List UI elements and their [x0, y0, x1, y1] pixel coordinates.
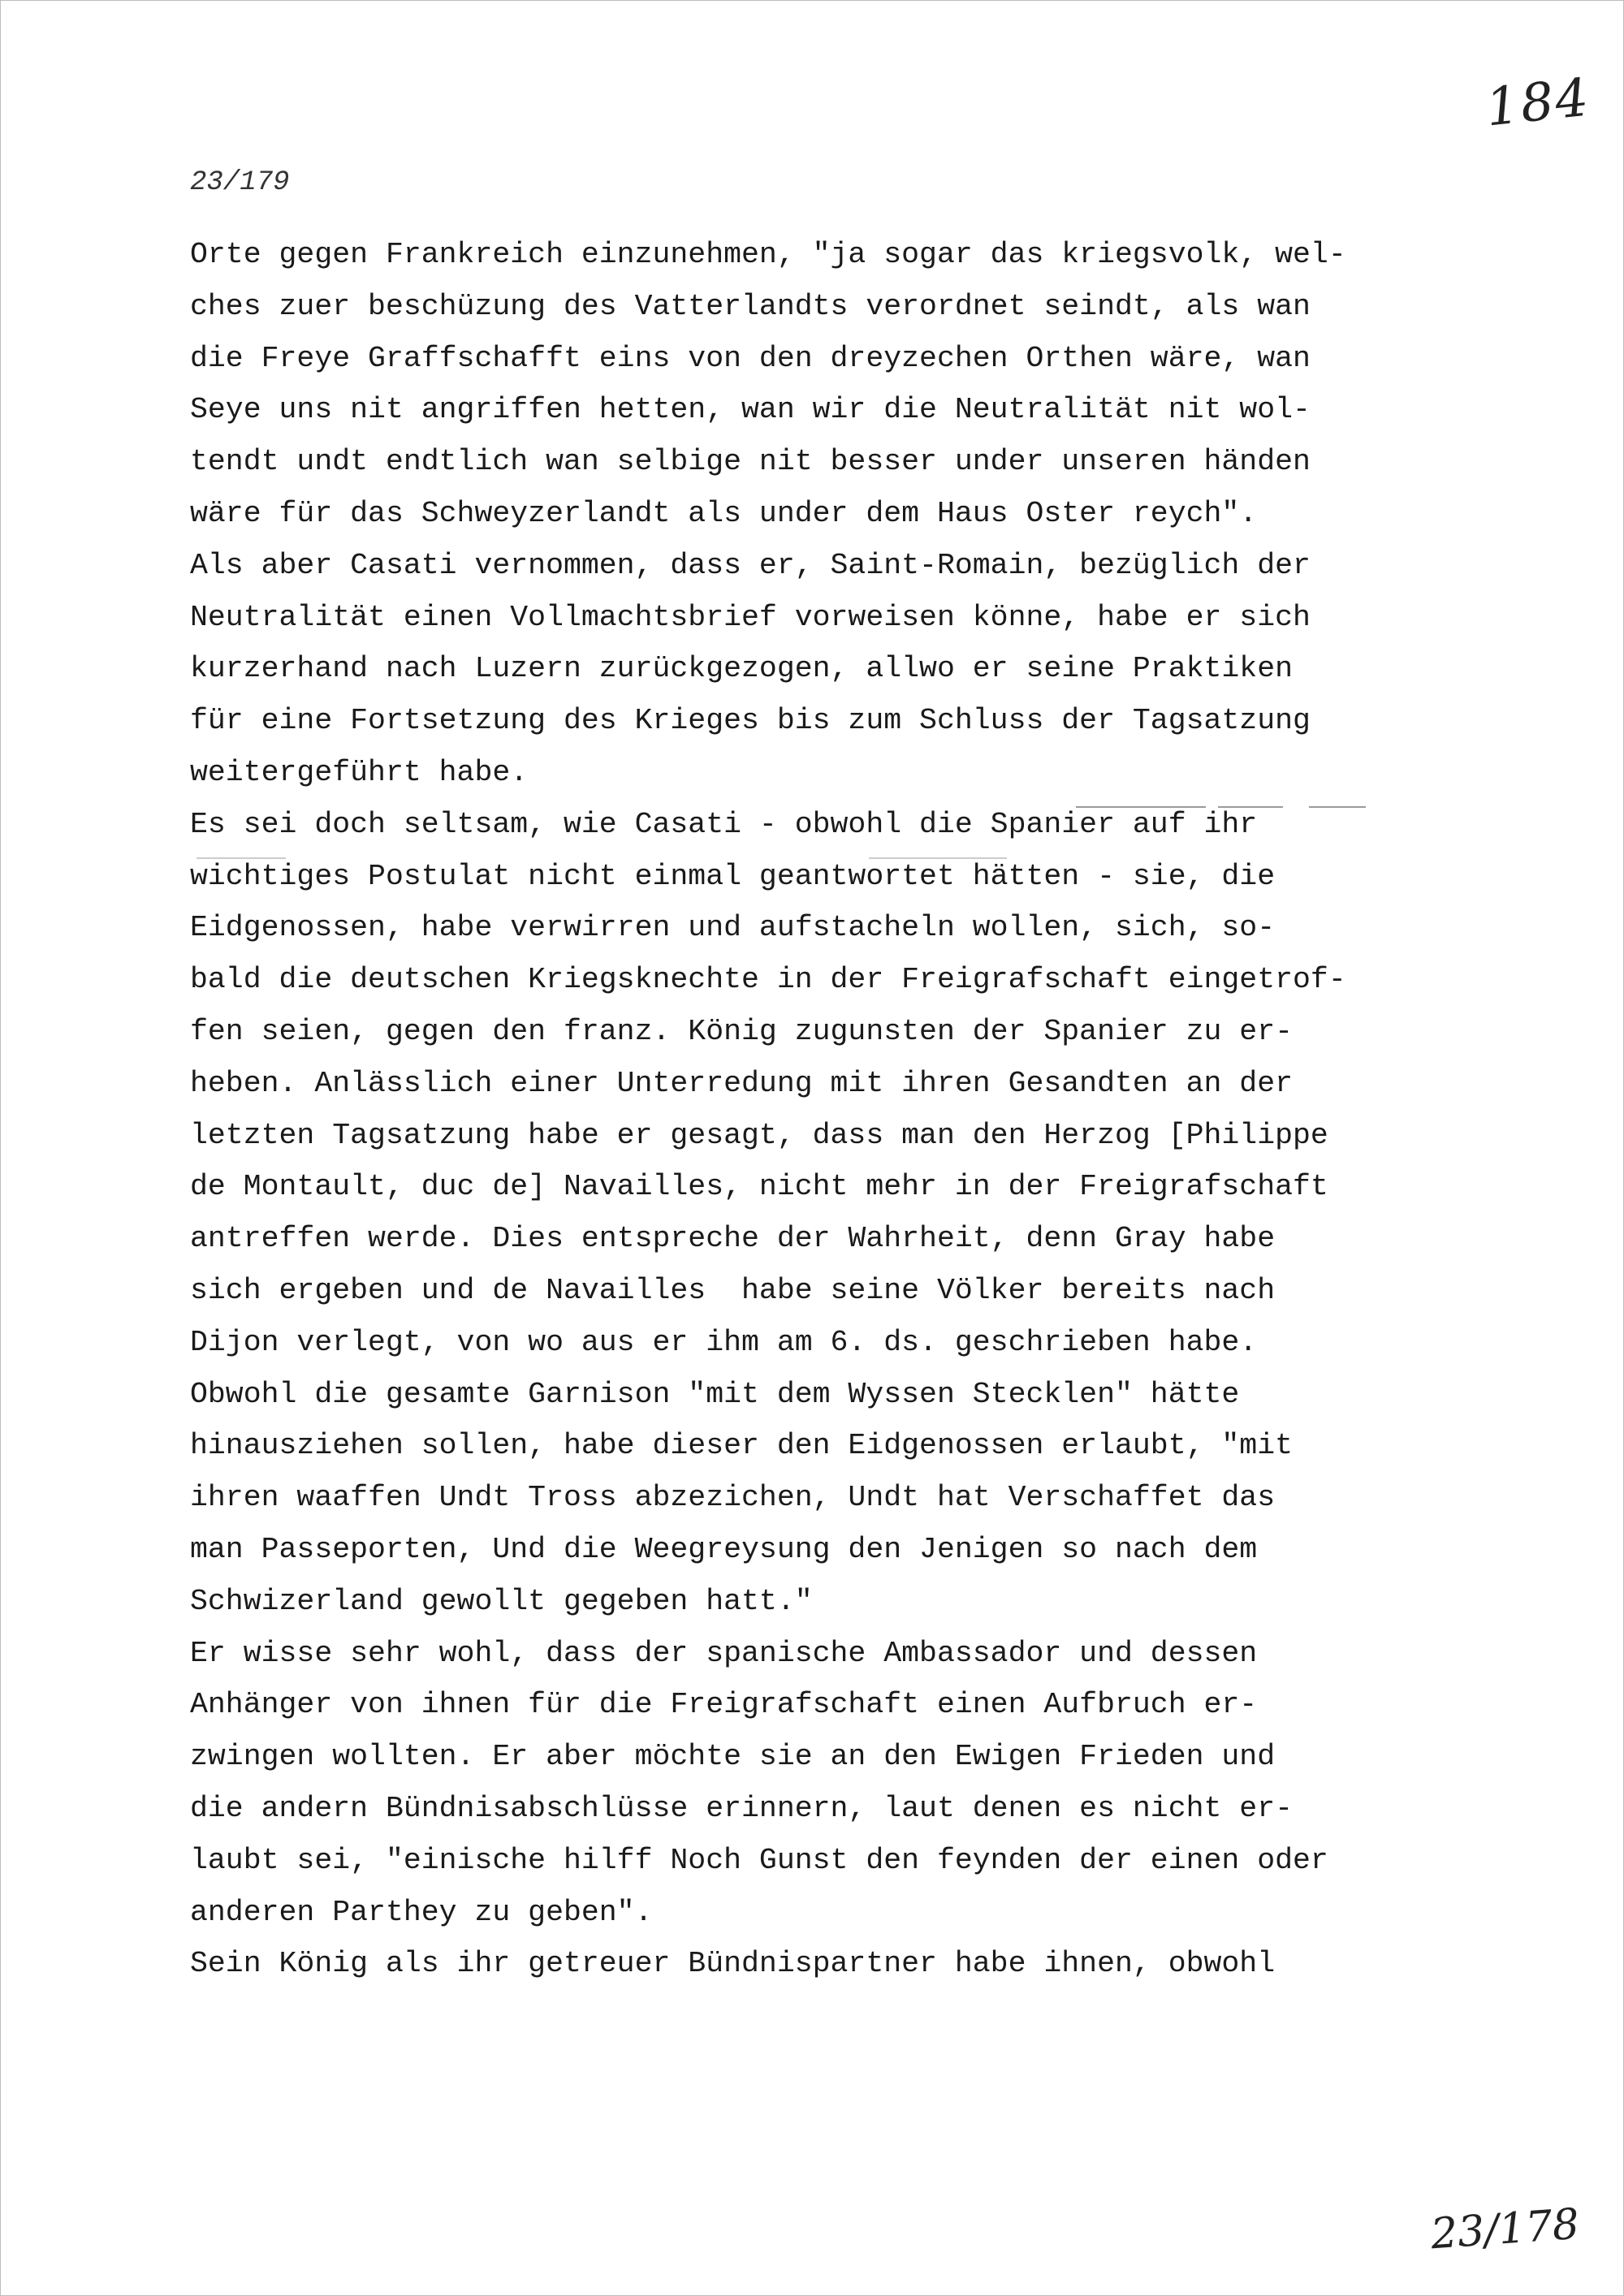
text-line: tendt undt endtlich wan selbige nit besser under unseren händen: [190, 445, 1311, 479]
text-line: man Passeporten, Und die Weegreysung den Jenigen so nach dem: [190, 1532, 1258, 1566]
text-line: zwingen wollten. Er aber möchte sie an den Ewigen Frieden und: [190, 1740, 1276, 1774]
text-line: anderen Parthey zu geben".: [190, 1895, 653, 1929]
text-line: sich ergeben und de Navailles habe seine Völker bereits nach: [190, 1273, 1276, 1307]
text-line: laubt sei, "einische hilff Noch Gunst den feynden der einen oder: [190, 1843, 1328, 1877]
text-line: Schwizerland gewollt gegeben hatt.": [190, 1584, 813, 1618]
text-line: Obwohl die gesamte Garnison "mit dem Wyssen Stecklen" hätte: [190, 1377, 1240, 1411]
text-line: Es sei doch seltsam, wie Casati - obwohl die Spanier auf ihr: [190, 807, 1258, 841]
text-line: Seye uns nit angriffen hetten, wan wir die Neutralität nit wol-: [190, 393, 1311, 427]
text-line: heben. Anlässlich einer Unterredung mit ihren Gesandten an der: [190, 1066, 1294, 1100]
text-line: wichtiges Postulat nicht einmal geantwortet hätten - sie, die: [190, 859, 1276, 893]
text-line: Anhänger von ihnen für die Freigrafschaft einen Aufbruch er-: [190, 1688, 1258, 1722]
text-line: Orte gegen Frankreich einzunehmen, "ja sogar das kriegsvolk, wel-: [190, 238, 1346, 271]
text-line: Dijon verlegt, von wo aus er ihm am 6. ds. geschrieben habe.: [190, 1325, 1258, 1359]
text-line: Er wisse sehr wohl, dass der spanische Ambassador und dessen: [190, 1636, 1258, 1670]
text-line: für eine Fortsetzung des Krieges bis zum Schluss der Tagsatzung: [190, 704, 1311, 738]
text-line: antreffen werde. Dies entspreche der Wahrheit, denn Gray habe: [190, 1222, 1276, 1256]
text-line: Als aber Casati vernommen, dass er, Saint-Romain, bezüglich der: [190, 548, 1311, 582]
text-line: weitergeführt habe.: [190, 755, 529, 789]
text-line: wäre für das Schweyzerlandt als under dem Haus Oster reych".: [190, 496, 1258, 530]
text-line: Eidgenossen, habe verwirren und aufstacheln wollen, sich, so-: [190, 911, 1276, 945]
text-line: de Montault, duc de] Navailles, nicht mehr in der Freigrafschaft: [190, 1170, 1328, 1204]
text-line: hinausziehen sollen, habe dieser den Eidgenossen erlaubt, "mit: [190, 1429, 1294, 1463]
text-line: die Freye Graffschafft eins von den dreyzechen Orthen wäre, wan: [190, 341, 1311, 375]
text-line: bald die deutschen Kriegsknechte in der Freigrafschaft eingetrof-: [190, 963, 1346, 997]
text-line: Neutralität einen Vollmachtsbrief vorweisen könne, habe er sich: [190, 600, 1311, 634]
page-reference: 23/179: [190, 167, 290, 198]
document-body: [190, 229, 1481, 1990]
bottom-page-reference: 23/178: [1429, 2199, 1581, 2259]
text-line: die andern Bündnisabschlüsse erinnern, laut denen es nicht er-: [190, 1791, 1294, 1825]
text-line: kurzerhand nach Luzern zurückgezogen, allwo er seine Praktiken: [190, 652, 1294, 686]
text-line: ches zuer beschüzung des Vatterlandts verordnet seindt, als wan: [190, 289, 1311, 323]
text-line: ihren waaffen Undt Tross abzezichen, Undt hat Verschaffet das: [190, 1481, 1276, 1515]
text-line: letzten Tagsatzung habe er gesagt, dass man den Herzog [Philippe: [190, 1118, 1328, 1152]
text-line: fen seien, gegen den franz. König zugunsten der Spanier zu er-: [190, 1014, 1294, 1048]
text-line: Sein König als ihr getreuer Bündnispartner habe ihnen, obwohl: [190, 1947, 1276, 1981]
folio-number: 184: [1483, 67, 1593, 139]
